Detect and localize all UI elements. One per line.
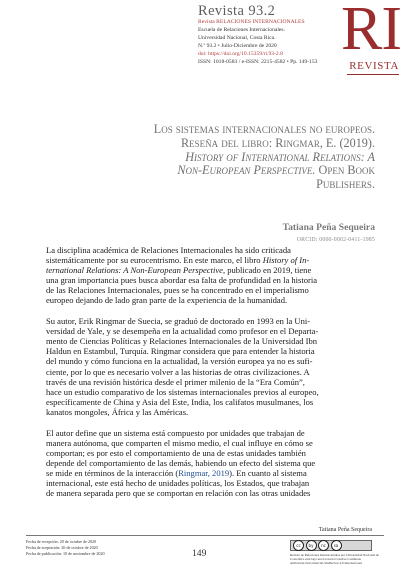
p3-line: manera autónoma, que comparten el mismo medio, el cual influye en cómo se	[46, 437, 313, 448]
journal-university: Universidad Nacional, Costa Rica.	[198, 35, 276, 41]
publisher-tail: Open Book	[315, 163, 375, 178]
p2-line: versidad de Yale, y se desempeña en la actualidad como profesor en el Departa-	[46, 326, 319, 337]
p1-line: una gran importancia pues busca abordar esa falta de profundidad en la historia	[46, 275, 318, 286]
p2-line: hace un estudio comparativo de los sistemas internacionales previos al europeo,	[46, 386, 319, 397]
p1-line	[46, 255, 353, 265]
book-title-line-2-wrap	[45, 164, 375, 178]
citation-link[interactable]: Ringmar, 2019	[178, 467, 230, 478]
date-published: Fecha de publicación: 10 de noviembre de 2020	[26, 551, 105, 556]
p3-line: de manera separada pero que se comportan en relación con las otras unidades	[46, 488, 311, 499]
p1-line: La disciplina académica de Relaciones Internacionales ha sido criticada	[46, 245, 291, 255]
journal-issue: N.º 93.2 • Julio-Diciembre de 2020	[198, 43, 277, 49]
p3-line: comportan; es por esto el comportamiento de una de estas unidades también	[46, 447, 306, 458]
license-text-line: Costa Rica está bajo una Licencia Creative Commons	[290, 557, 361, 561]
article-title-line-2: Reseña del libro: Ringmar, E. (2019).	[181, 135, 375, 150]
p2-line: través de una revisión histórica desde el primer milenio de la “Era Común”,	[46, 376, 305, 387]
p2-line: específicamente de China y Asia del Este, India, los califatos musulmanes, los	[46, 396, 314, 407]
p3-text: ). En cuanto al sistema	[229, 467, 307, 478]
journal-title: Revista 93.2	[198, 3, 276, 19]
by-icon: by	[306, 540, 317, 551]
paragraph-2	[46, 316, 353, 416]
date-accepted: Fecha de aceptación: 26 de octubre de 2020	[26, 545, 98, 550]
article-title-block	[45, 123, 375, 192]
journal-logo-mark: RI	[341, 0, 401, 63]
journal-subtitle: Revista RELACIONES INTERNACIONALES	[198, 19, 305, 25]
journal-school: Escuela de Relaciones Internacionales.	[198, 27, 285, 33]
p2-line: ciente, por lo que es necesario volver a las historias de otras civilizaciones. A	[46, 366, 310, 377]
logo-divider	[347, 74, 399, 75]
license-text-line: Revista de Relaciones Internacionales por Universidad Nacional de	[290, 553, 379, 557]
cc-icon: cc	[293, 540, 304, 551]
book-title-italic: ternational Relations: A Non-European Perspective	[46, 265, 223, 276]
date-received: Fecha de recepción: 20 de octubre de 2020	[26, 539, 97, 544]
p1-text: , publicado en 2019, tiene	[222, 265, 312, 276]
book-title-line-2: Non-European Perspective.	[177, 163, 316, 178]
license-text-line: Atribución-NoComercial-SinDerivar 4.0 Internacional	[290, 561, 362, 565]
journal-issn: ISSN: 1018-0583 / e-ISSN: 2215-4582 • Pp. 149-153	[198, 59, 318, 65]
p1-line	[46, 265, 353, 275]
nc-icon: nc	[318, 540, 329, 551]
p2-line: del mundo y cómo funciona en la actualidad, la versión europea ya no es sufi-	[46, 356, 313, 367]
p1-text: sistemáticamente por su eurocentrismo. En este marco, el libro	[46, 255, 263, 266]
journal-logo-word: REVISTA	[349, 60, 399, 72]
cc-license-badge[interactable]	[290, 540, 372, 551]
p3-text: se mide en términos de la interacción (	[46, 467, 179, 478]
p2-line: kanatos mongoles, África y las Américas.	[46, 406, 189, 417]
p3-line: depende del comportamiento de las demás, habiendo un efecto del sistema que	[46, 457, 316, 468]
article-title-line-1: Los sistemas internacionales no europeos.	[153, 122, 375, 136]
publisher-line: Publishers.	[316, 177, 375, 192]
p2-line: mento de Ciencias Políticas y Relaciones Internacionales de la Universidad Ibn	[46, 336, 318, 347]
footer-divider	[26, 535, 384, 536]
paragraph-3	[46, 428, 353, 498]
page-number: 149	[192, 548, 207, 559]
book-title-line-1: History of International Relations: A	[185, 149, 375, 164]
p3-line: internacional, este está hecho de unidades políticas, los Estados, que trabajan	[46, 477, 310, 488]
p3-line	[46, 468, 353, 478]
article-body	[46, 245, 353, 509]
p1-line: de las Relaciones Internacionales, pues se ha concentrado en el imperialismo	[46, 285, 309, 296]
p3-line: El autor define que un sistema está compuesto por unidades que trabajan de	[46, 427, 305, 438]
book-title-italic: History of In-	[262, 255, 310, 266]
author-orcid[interactable]: ORCID: 0000-0002-0411-1985	[296, 237, 375, 243]
p2-line: Haldun en Estambul, Turquía. Ringmar considera que para entender la historia	[46, 346, 315, 357]
journal-doi-link[interactable]: doi: https://doi.org/10.15359/ri.93-2.8	[198, 51, 283, 57]
p2-line: Su autor, Erik Ringmar de Suecia, se graduó de doctorado en 1993 en la Uni-	[46, 316, 311, 327]
paragraph-1	[46, 245, 353, 305]
running-footer-author: Tatiana Peña Sequeira	[318, 527, 372, 533]
article-author: Tatiana Peña Sequeira	[282, 222, 375, 233]
p1-line: europeo dejando de lado gran parte de la experiencia de la humanidad.	[46, 295, 288, 306]
sa-icon: sa	[331, 540, 342, 551]
